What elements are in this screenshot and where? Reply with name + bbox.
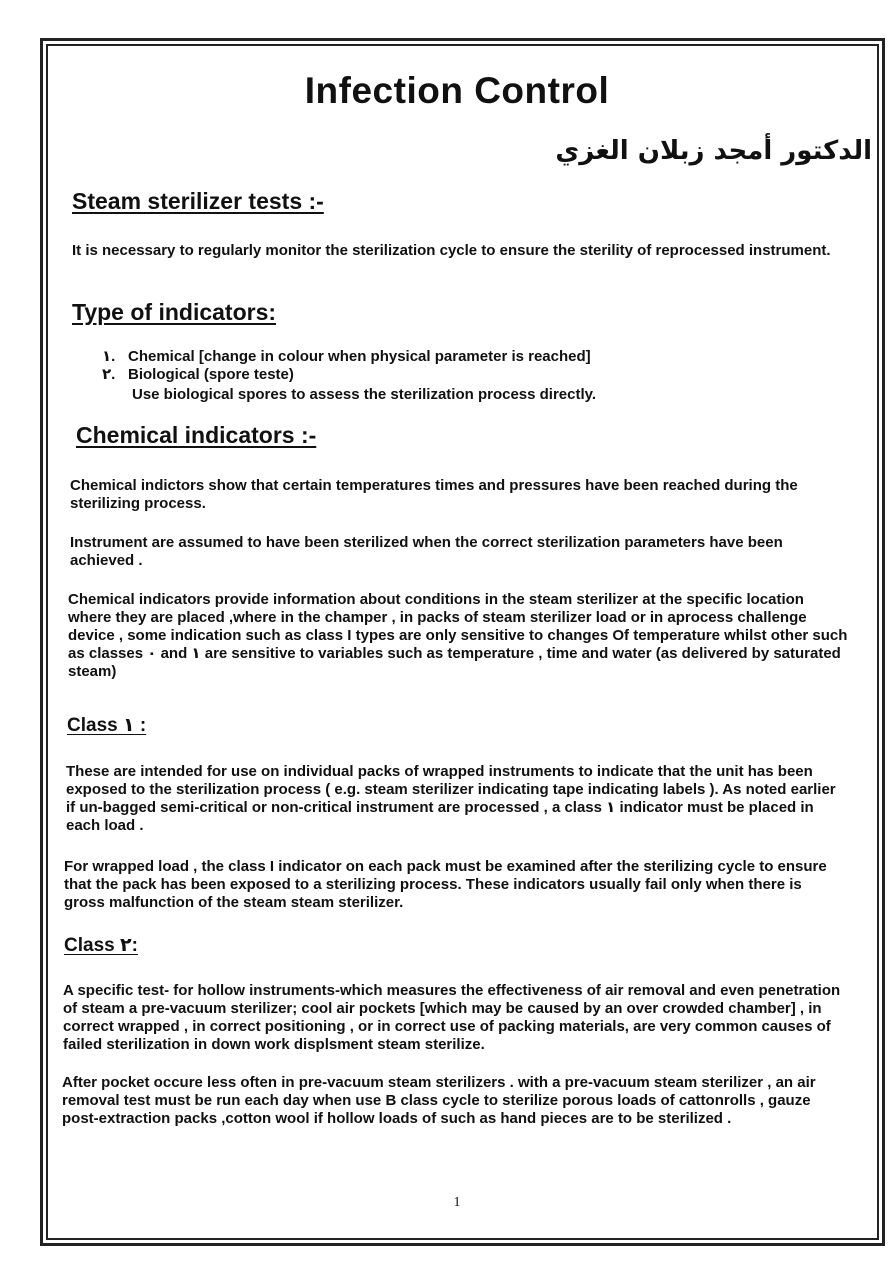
paragraph-chemical-2: Instrument are assumed to have been sterilized when the correct sterilization parameters have been achieved . (70, 534, 783, 569)
paragraph-chemical-3: Chemical indicators provide information about conditions in the steam sterilizer at the specific location where they are placed ,where in the champer , in packs of steam sterilizer load or in aprocess challenge device , some indication such as class I types are only sensitive to changes Of temperature whilst other such as classes ٠ and ١ are sensitive to variables such as temperature , time and water (as delivered by saturated steam) (68, 591, 848, 680)
heading-chemical-indicators: Chemical indicators :- (76, 422, 317, 448)
list-item-biological (102, 366, 294, 384)
list-item-chemical (102, 348, 591, 366)
list-number: ١. (102, 348, 116, 365)
list-item-text: Chemical [change in colour when physical parameter is reached] (128, 348, 591, 365)
paragraph-class2-2: After pocket occure less often in pre-vacuum steam sterilizers . with a pre-vacuum steam sterilizer , an air removal test must be run each day when use B class cycle to sterilize porous loads of cattonrolls , gauze post-extraction packs ,cotton wool if hollow loads of such as hand pieces are to be sterilized . (62, 1074, 816, 1127)
list-item-text: Biological (spore teste) (128, 366, 294, 383)
heading-class-2: Class ٢: (64, 935, 138, 956)
heading-class-1: Class ١ : (67, 715, 147, 736)
list-subtext: Use biological spores to assess the sterilization process directly. (132, 386, 597, 403)
paragraph-steam-tests: It is necessary to regularly monitor the sterilization cycle to ensure the sterility of reprocessed instrument. (72, 242, 831, 259)
heading-indicator-types: Type of indicators: (72, 299, 277, 325)
heading-steam-tests: Steam sterilizer tests :- (72, 188, 324, 214)
paragraph-class1-2: For wrapped load , the class I indicator on each pack must be examined after the sterilizing cycle to ensure that the pack has been exposed to a sterilizing process. These indicators usually fail only when there is gross malfunction of the steam steam sterilizer. (64, 858, 827, 911)
list-number: ٢. (102, 366, 116, 383)
paragraph-chemical-1: Chemical indictors show that certain temperatures times and pressures have been reached during the sterilizing process. (70, 477, 798, 512)
paragraph-class1-1: These are intended for use on individual packs of wrapped instruments to indicate that the unit has been exposed to the sterilization process ( e.g. steam sterilizer indicating tape indicating labels ). As noted earlier if un-bagged semi-critical or non-critical instrument are processed , a class ١ indicator must be placed in each load . (66, 763, 836, 834)
page-number: 1 (453, 1195, 461, 1210)
author-name: الدكتور أمجد زبلان الغزي (555, 136, 872, 166)
page-title: Infection Control (304, 70, 610, 111)
paragraph-class2-1: A specific test- for hollow instruments-which measures the effectiveness of air removal and even penetration of steam a pre-vacuum sterilizer; cool air pockets [which may be caused by an over crowded chamber] , in correct wrapped , in correct positioning , or in correct use of packing materials, are very common causes of failed sterilization in down work displsment steam sterilize. (63, 982, 841, 1053)
document-page (62, 60, 872, 1230)
